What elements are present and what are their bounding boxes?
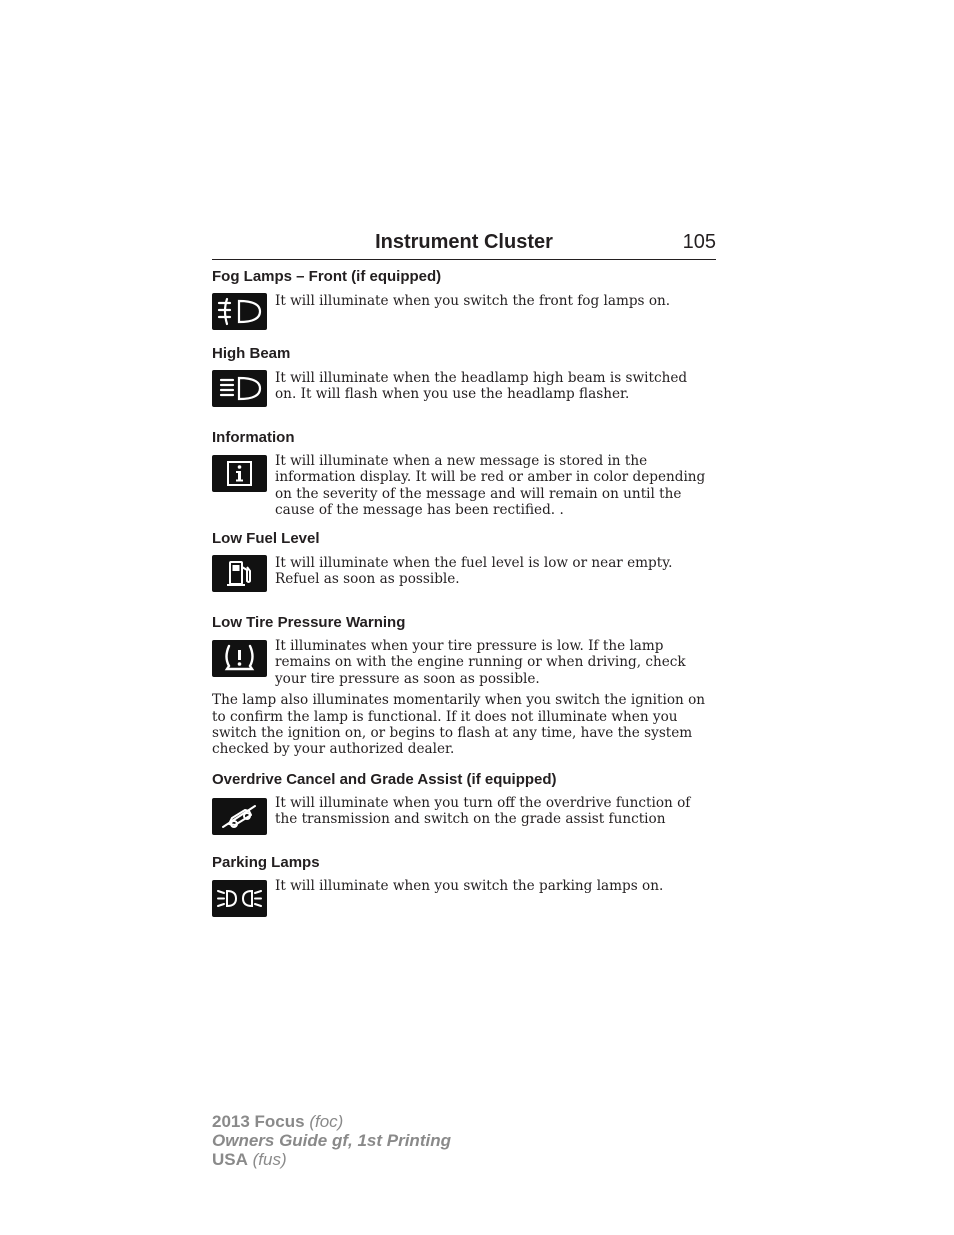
parking-lamps-icon xyxy=(212,880,267,917)
footer-line-2: Owners Guide gf, 1st Printing xyxy=(212,1131,451,1150)
section-text: It will illuminate when the fuel level is low or near empty. Refuel as soon as possible. xyxy=(275,555,673,588)
section-heading: Fog Lamps – Front (if equipped) xyxy=(212,268,442,285)
section-information xyxy=(212,429,712,519)
section-heading: Low Fuel Level xyxy=(212,530,320,547)
grade-assist-icon xyxy=(212,798,267,835)
section-text: It will illuminate when you turn off the overdrive function of the transmission and switch on the grade assist function xyxy=(275,795,691,828)
section-overdrive-cancel xyxy=(212,771,712,832)
page-number: 105 xyxy=(682,231,716,253)
section-extra-text: The lamp also illuminates momentarily when you switch the ignition on to confirm the lamp is functional. If it does not illuminate when you switch the ignition on, or begins to flash at any time, have the system checked by your authorized dealer. xyxy=(212,692,706,758)
footer-line-3: USA (fus) xyxy=(212,1150,287,1169)
fuel-pump-icon xyxy=(212,555,267,592)
section-heading: Parking Lamps xyxy=(212,854,320,871)
fog-lamp-icon xyxy=(212,293,267,330)
section-high-beam xyxy=(212,345,712,407)
section-parking-lamps xyxy=(212,854,712,915)
section-heading: Overdrive Cancel and Grade Assist (if equipped) xyxy=(212,771,557,788)
footer xyxy=(212,1112,612,1169)
page-title: Instrument Cluster xyxy=(375,231,553,253)
section-tire-pressure xyxy=(212,614,712,758)
section-low-fuel xyxy=(212,530,712,592)
section-heading: Low Tire Pressure Warning xyxy=(212,614,406,631)
section-heading: Information xyxy=(212,429,295,446)
section-fog-lamps xyxy=(212,268,712,330)
page-header xyxy=(212,229,716,260)
section-text: It will illuminate when a new message is stored in the information display. It will be red or amber in color depending on the severity of the message and will remain on until the cause of the message has been rectified. . xyxy=(275,453,706,519)
section-text: It will illuminate when the headlamp high beam is switched on. It will flash when you use the headlamp flasher. xyxy=(275,370,688,403)
high-beam-icon xyxy=(212,370,267,407)
footer-line-1: 2013 Focus (foc) xyxy=(212,1112,344,1131)
section-text: It will illuminate when you switch the parking lamps on. xyxy=(275,878,664,894)
section-text: It illuminates when your tire pressure is low. If the lamp remains on with the engine running or when driving, check your tire pressure as soon as possible. xyxy=(275,638,686,687)
tire-pressure-icon xyxy=(212,640,267,677)
information-icon xyxy=(212,455,267,492)
section-heading: High Beam xyxy=(212,345,291,362)
section-text: It will illuminate when you switch the front fog lamps on. xyxy=(275,293,671,309)
